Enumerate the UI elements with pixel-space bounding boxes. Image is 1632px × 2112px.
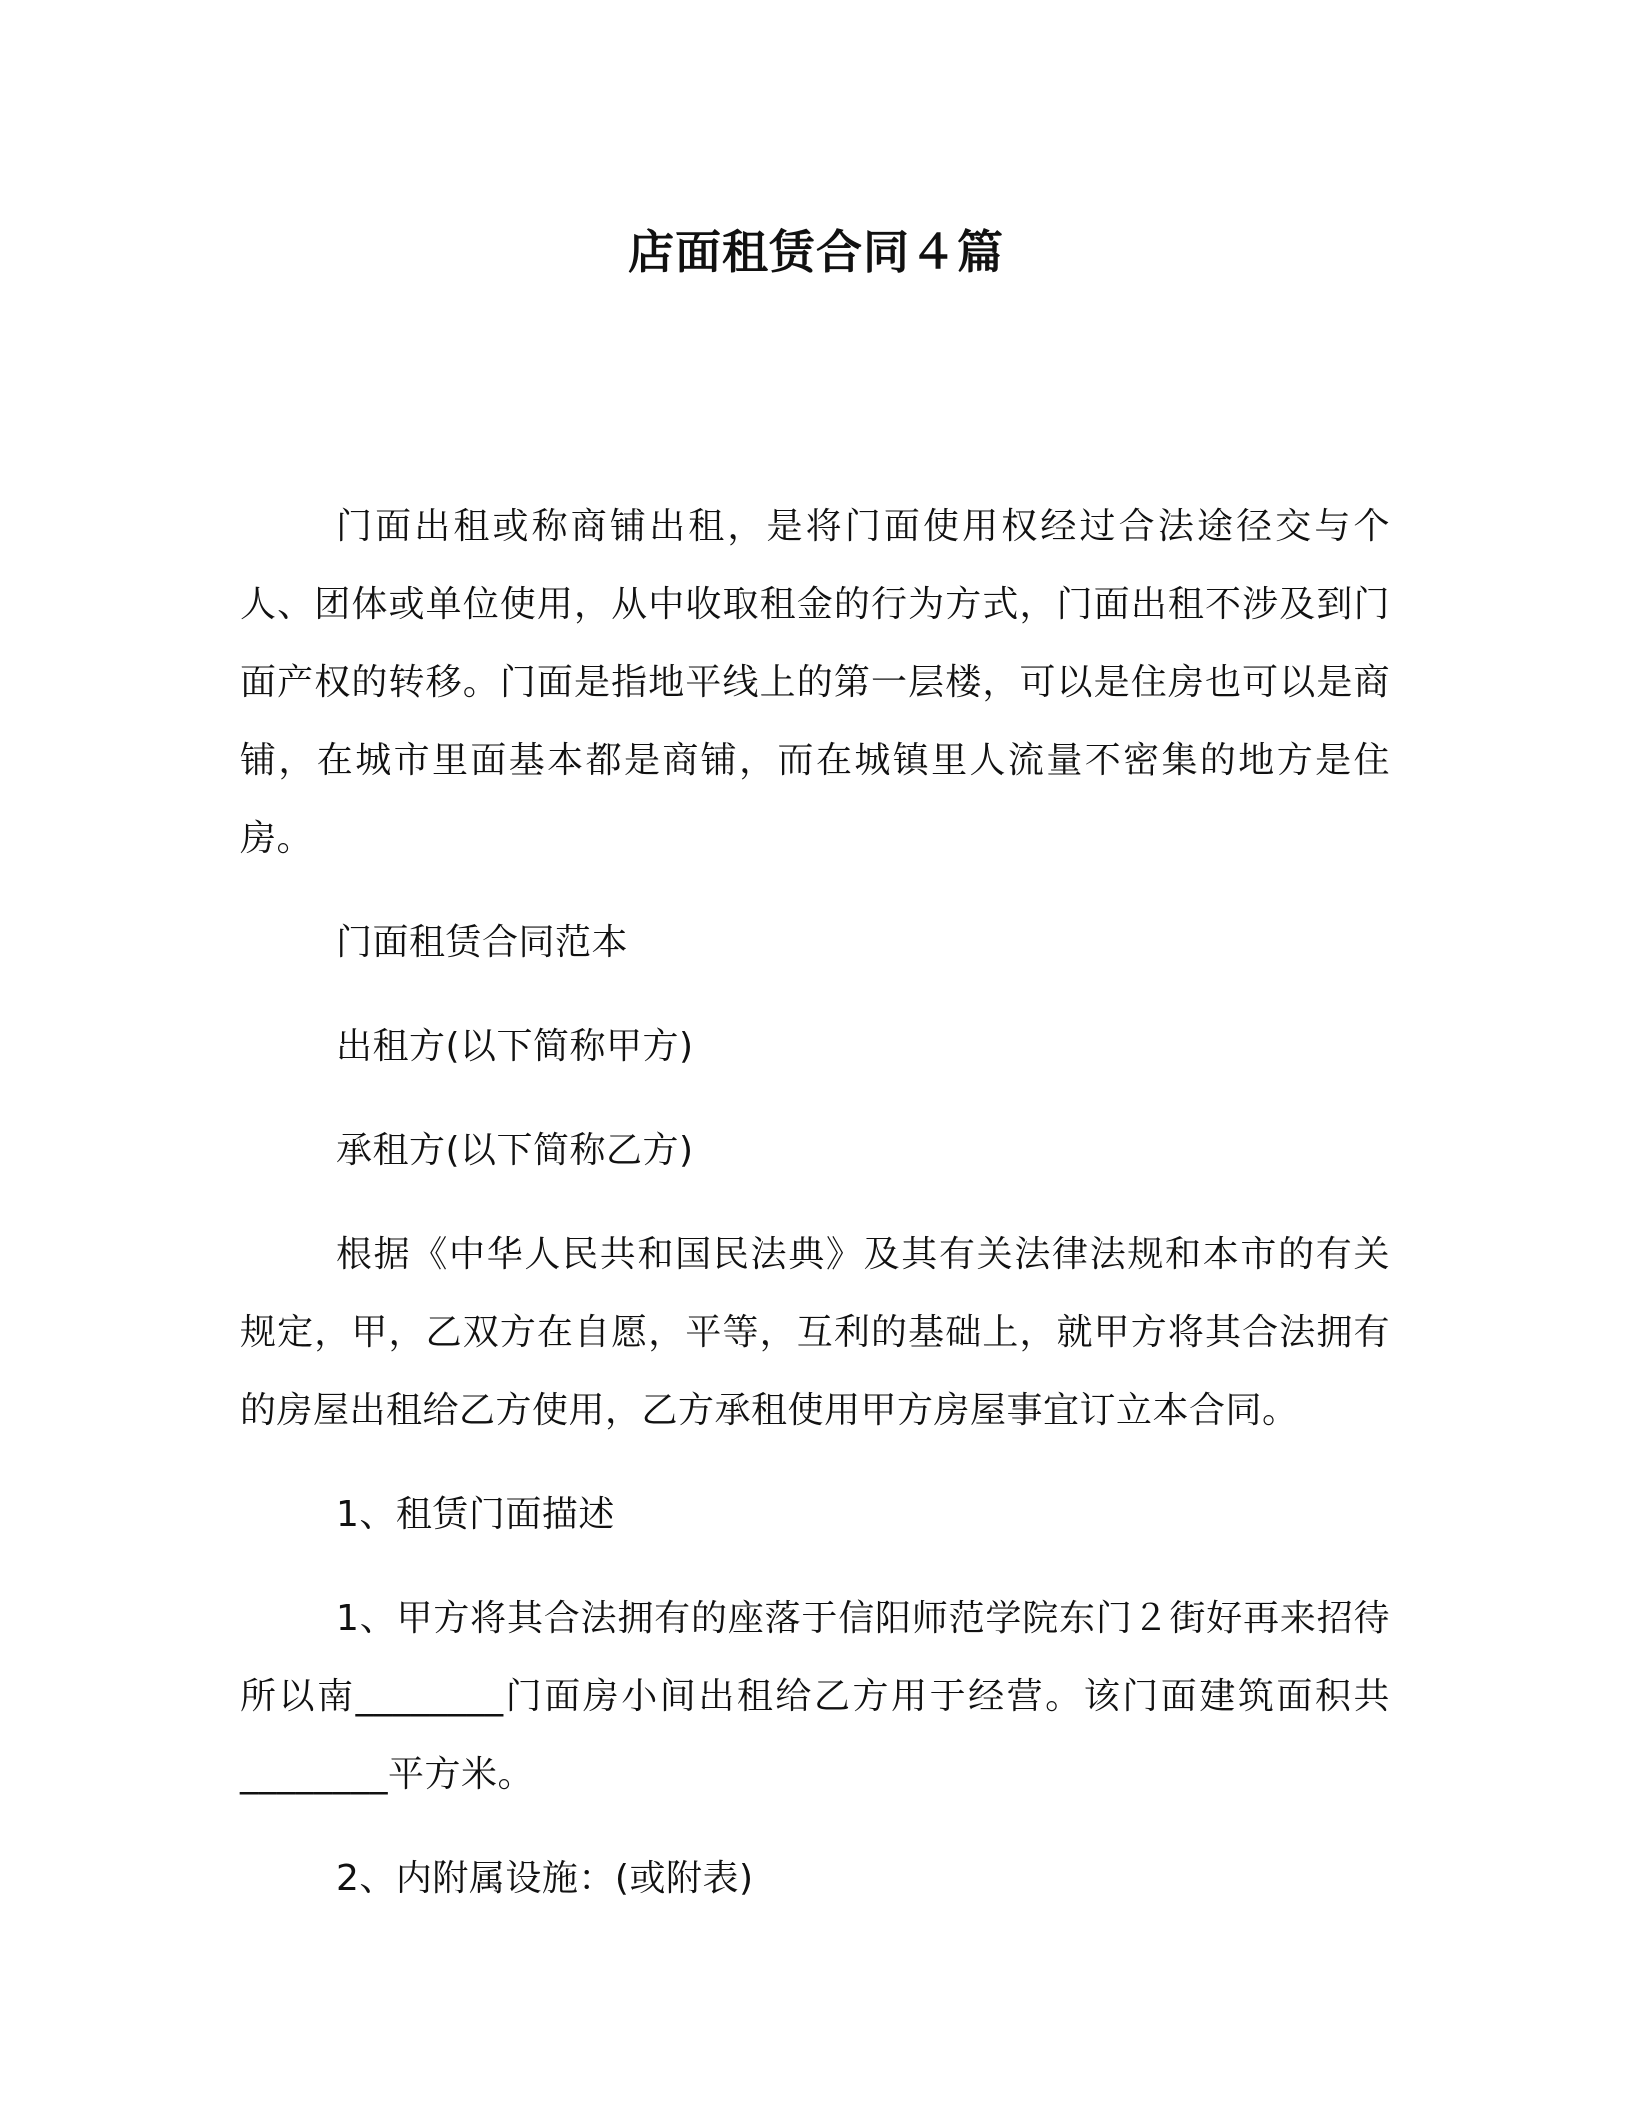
lessor-line: 出租方(以下简称甲方) [336, 1026, 694, 1067]
intro-paragraph: 门面出租或称商铺出租，是将门面使用权经过合法途径交与个人、团体或单位使用，从中收取租金的行为方式，门面出租不涉及到门面产权的转移。门面是指地平线上的第一层楼，可以是住房也可以是商铺，在城市里面基本都是商铺，而在城镇里人流量不密集的地方是住房。 [240, 506, 1390, 859]
basis-paragraph: 根据《中华人民共和国民法典》及其有关法律法规和本市的有关规定，甲，乙双方在自愿，平等，互利的基础上，就甲方将其合法拥有的房屋出租给乙方使用，乙方承租使用甲方房屋事宜订立本合同。 [240, 1234, 1390, 1431]
lessee-line: 承租方(以下简称乙方) [336, 1130, 694, 1171]
document-title: 店面租赁合同４篇 [628, 225, 1004, 279]
contract-template-heading: 门面租赁合同范本 [336, 922, 629, 963]
section-heading-lease-description: 1、租赁门面描述 [336, 1494, 615, 1535]
clause-location-area: 1、甲方将其合法拥有的座落于信阳师范学院东门２街好再来招待所以南________门面房小间出租给乙方用于经营。该门面建筑面积共________平方米。 [240, 1598, 1390, 1795]
document-body [240, 488, 1390, 1918]
clause-facilities: 2、内附属设施：(或附表) [336, 1858, 754, 1899]
